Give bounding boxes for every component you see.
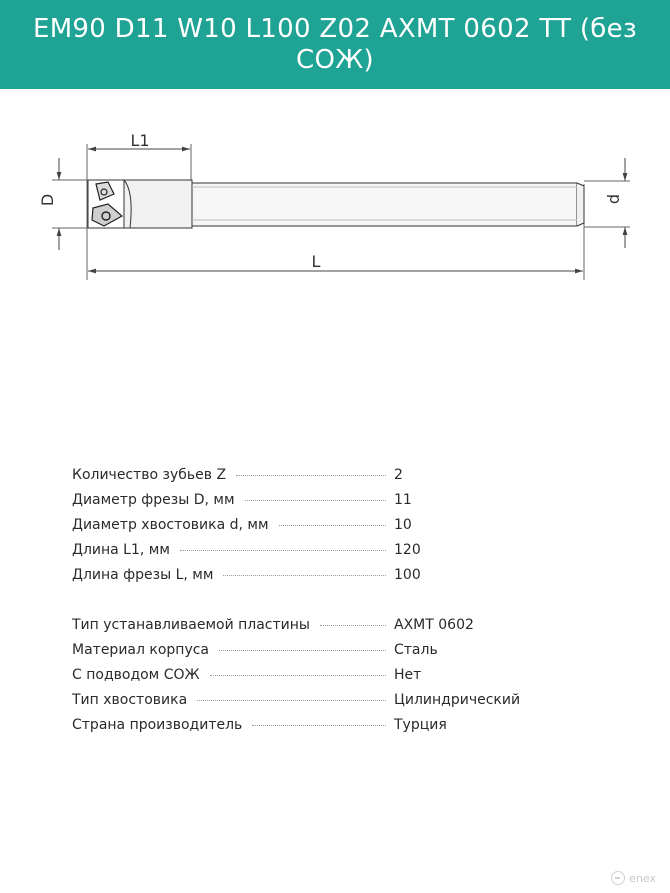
spec-row — [72, 492, 532, 517]
spec-value: AXMT 0602 — [394, 617, 474, 633]
spec-value: 10 — [394, 517, 412, 533]
dim-d-small-label: d — [604, 193, 623, 205]
dotted-leader — [245, 500, 386, 501]
dotted-leader — [279, 525, 386, 526]
spec-row — [72, 567, 532, 592]
dotted-leader — [219, 650, 386, 651]
spec-value: 100 — [394, 567, 421, 583]
spec-value: 120 — [394, 542, 421, 558]
spec-label: Страна производитель — [72, 717, 243, 733]
spec-row — [72, 517, 532, 542]
product-title: EM90 D11 W10 L100 Z02 AXMT 0602 TT (без СОЖ) — [32, 13, 638, 75]
spec-value: 2 — [394, 467, 403, 483]
dim-d-big-label: D — [38, 193, 57, 207]
dotted-leader — [223, 575, 386, 576]
spec-value: Цилиндрический — [394, 692, 521, 708]
dotted-leader — [210, 675, 386, 676]
spec-row — [72, 617, 532, 642]
spec-value: Сталь — [394, 642, 438, 658]
spec-label: Количество зубьев Z — [72, 467, 227, 483]
dotted-leader — [320, 625, 386, 626]
spec-label: Длина фрезы L, мм — [72, 567, 214, 583]
spec-value: Турция — [394, 717, 447, 733]
spec-label: Материал корпуса — [72, 642, 210, 658]
spec-table — [72, 467, 532, 742]
spec-value: Нет — [394, 667, 422, 683]
dotted-leader — [236, 475, 386, 476]
spec-label: Тип устанавливаемой пластины — [72, 617, 310, 633]
spec-label: Тип хвостовика — [72, 692, 188, 708]
spec-row — [72, 542, 532, 567]
spec-row — [72, 692, 532, 717]
dim-l-label: L — [311, 252, 321, 271]
dotted-leader — [252, 725, 386, 726]
dim-l1-label: L1 — [130, 131, 150, 150]
spec-label: Длина L1, мм — [72, 542, 170, 558]
spec-row — [72, 667, 532, 692]
spec-label: Диаметр хвостовика d, мм — [72, 517, 269, 533]
tool-drawing-svg — [0, 120, 670, 290]
group-spacer — [72, 592, 532, 617]
dotted-leader — [197, 700, 386, 701]
spec-label: С подводом СОЖ — [72, 667, 200, 683]
spec-value: 11 — [394, 492, 412, 508]
end-mill-body — [88, 180, 584, 228]
spec-row — [72, 467, 532, 492]
spec-row — [72, 717, 532, 742]
dotted-leader — [180, 550, 386, 551]
spec-row — [72, 642, 532, 667]
enex-logo-icon — [611, 871, 625, 885]
spec-label: Диаметр фрезы D, мм — [72, 492, 235, 508]
watermark-text: enex — [629, 871, 656, 885]
technical-drawing — [0, 120, 670, 290]
enex-watermark — [611, 871, 656, 885]
page-header — [0, 0, 670, 89]
